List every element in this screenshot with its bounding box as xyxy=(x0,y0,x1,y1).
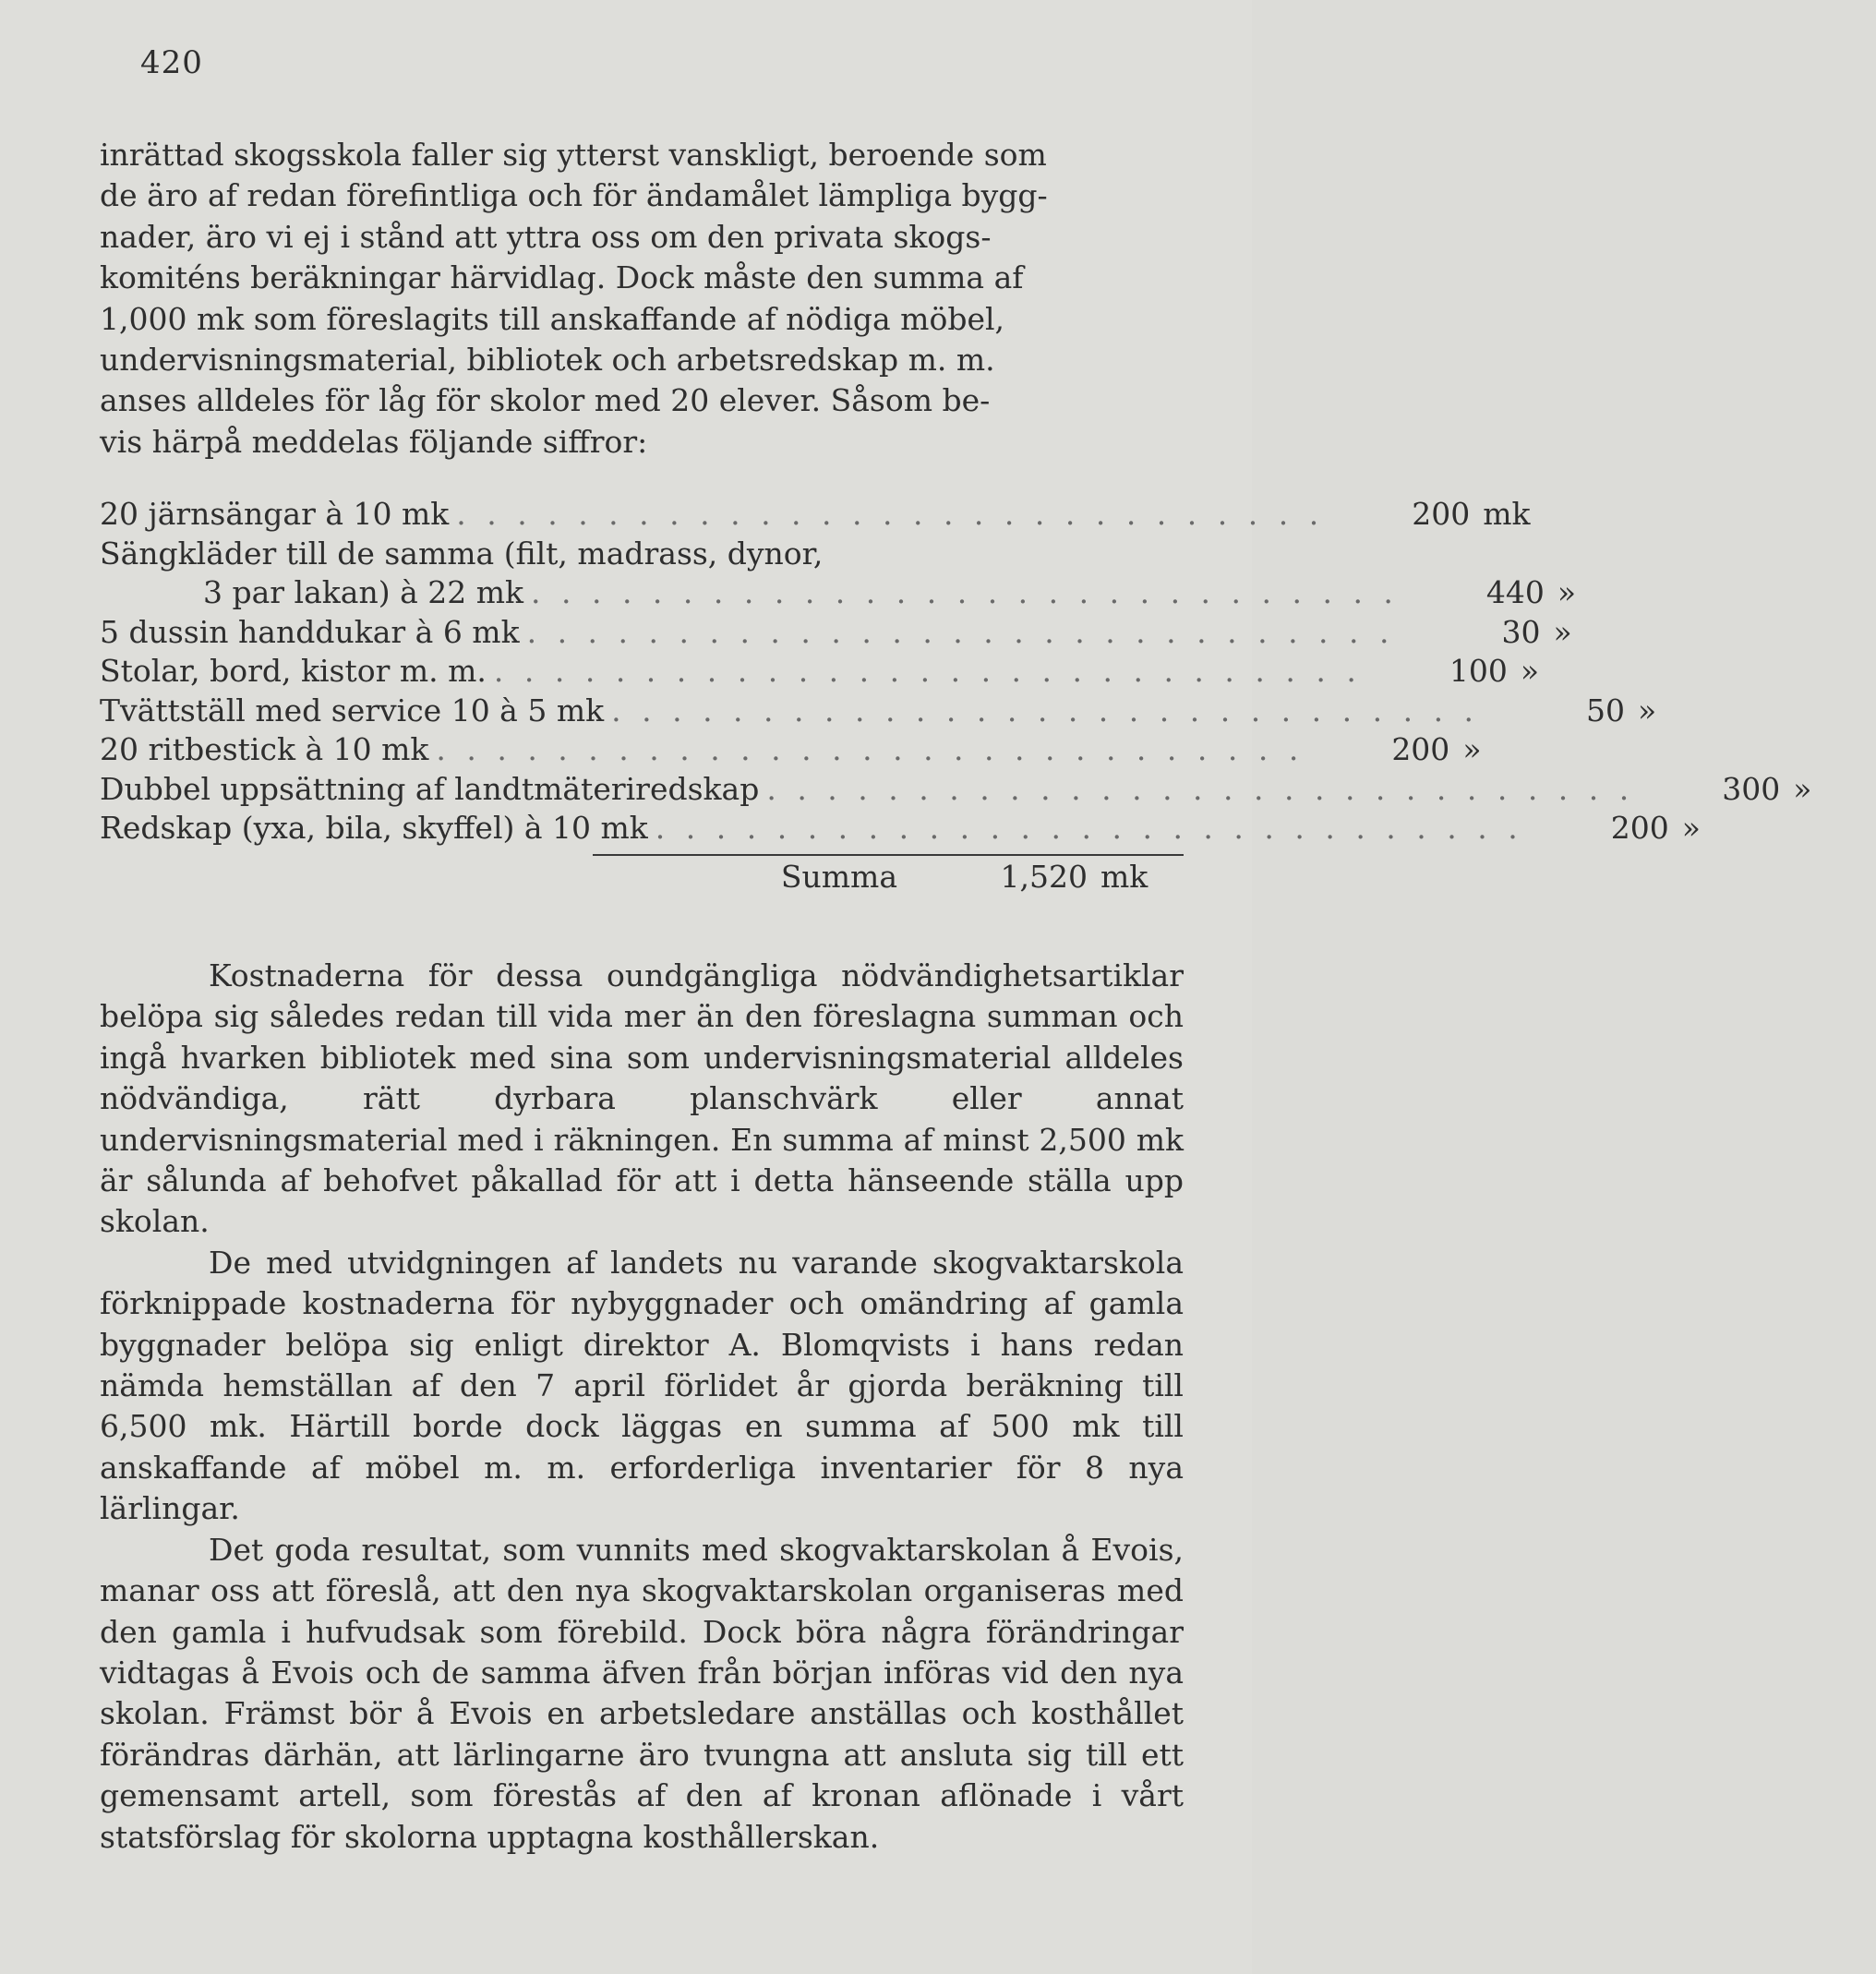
cost-amount: 200 xyxy=(1412,496,1471,532)
intro-line: komiténs beräkningar härvidlag. Dock måste den summa af xyxy=(100,259,1024,296)
cost-amount: 300 xyxy=(1722,770,1781,807)
cost-unit: » xyxy=(1681,810,1701,846)
cost-row xyxy=(100,770,1812,810)
paragraph: De med utvidgningen af landets nu varande skogvaktarskola förknippade kostnaderna för nybyggnader och omändring af gamla byggnader belöpa sig enligt direktor A. Blomqvists i hans redan nämda hemställan af den 7 april förlidet år gjorda beräkning till 6,500 mk. Härtill borde dock läggas en summa af 500 mk till anskaffande af möbel m. m. erforderliga inventarier för 8 nya lärlingar. xyxy=(100,1244,1184,1527)
paragraph: Kostnaderna för dessa oundgängliga nödvändighetsartiklar belöpa sig således redan till vida mer än den föreslagna summan och ingå hvarken bibliotek med sina som undervisningsmaterial alldeles nödvändiga, rätt dyrbara planschvärk eller annat undervisningsmaterial med i räkningen. En summa af minst 2,500 mk är sålunda af behofvet påkallad för att i detta hänseende ställa upp skolan. xyxy=(100,957,1184,1240)
dot-leader: . . . . . . . . . . . . . . . . . . . . . . . . . . . . . xyxy=(611,692,1480,728)
cost-table xyxy=(100,495,1812,897)
cost-unit: » xyxy=(1638,692,1657,728)
dot-leader: . . . . . . . . . . . . . . . . . . . . . . . . . . . . . xyxy=(531,574,1399,610)
cost-unit: » xyxy=(1557,574,1577,610)
paragraph: Det goda resultat, som vunnits med skogvaktarskolan å Evois, manar oss att föreslå, att den nya skogvaktarskolan organiseras med den gamla i hufvudsak som förebild. Dock böra några förändringar vidtagas å Evois och de samma äfven från början införas vid den nya skolan. Främst bör å Evois en arbetsledare anställas och kosthållet förändras därhän, att lärlingarne äro tvungna att ansluta sig till ett gemensamt artell, som förestås af den af kronan aflönade i vårt statsförslag för skolorna upptagna kosthållerskan. xyxy=(100,1531,1184,1855)
cost-amount: 30 xyxy=(1501,613,1541,650)
intro-line: vis härpå meddelas följande siffror: xyxy=(100,423,648,460)
total-row xyxy=(100,858,1184,897)
sum-rule xyxy=(593,854,1184,856)
intro-line: undervisningsmaterial, bibliotek och arbetsredskap m. m. xyxy=(100,342,995,379)
total-amount: 1,520 xyxy=(1000,858,1088,895)
total-unit: mk xyxy=(1100,858,1148,895)
dot-leader: . . . . . . . . . . . . . . . . . . . . . . . . . . . . . xyxy=(456,496,1325,532)
cost-amount: 50 xyxy=(1586,692,1626,728)
cost-desc: Redskap (yxa, bila, skyffel) à 10 mk xyxy=(100,810,648,846)
cost-amount: 200 xyxy=(1610,810,1669,846)
cost-row xyxy=(100,652,1540,692)
intro-line: anses alldeles för låg för skolor med 20 elever. Såsom be- xyxy=(100,382,991,419)
intro-line: inrättad skogsskola faller sig ytterst vanskligt, beroende som xyxy=(100,137,1047,173)
cost-row xyxy=(100,809,1701,849)
cost-amount: 100 xyxy=(1449,653,1508,689)
cost-row xyxy=(100,730,1482,770)
cost-row xyxy=(100,535,1184,574)
cost-desc: Stolar, bord, kistor m. m. xyxy=(100,653,487,689)
cost-row xyxy=(100,692,1657,731)
cost-amount: 440 xyxy=(1485,574,1545,610)
cost-unit: mk xyxy=(1483,496,1531,532)
total-label: Summa xyxy=(780,858,897,895)
cost-desc: Sängkläder till de samma (filt, madrass, dynor, xyxy=(100,535,824,572)
intro-line: 1,000 mk som föreslagits till anskaffande af nödiga möbel, xyxy=(100,300,1005,337)
cost-amount: 200 xyxy=(1391,731,1450,767)
cost-row xyxy=(100,573,1577,613)
dot-leader: . . . . . . . . . . . . . . . . . . . . . . . . . . . . . xyxy=(436,731,1305,767)
cost-row xyxy=(100,613,1572,653)
intro-line: de äro af redan förefintliga och för ändamålet lämpliga bygg- xyxy=(100,177,1048,214)
body-text xyxy=(100,956,1184,1858)
cost-unit: » xyxy=(1462,731,1482,767)
cost-desc: 20 ritbestick à 10 mk xyxy=(100,731,429,767)
cost-unit: » xyxy=(1520,653,1540,689)
cost-desc: Dubbel uppsättning af landtmäteriredskap xyxy=(100,770,760,807)
dot-leader: . . . . . . . . . . . . . . . . . . . . . . . . . . . . . xyxy=(766,770,1635,807)
cost-desc: Tvättställ med service 10 à 5 mk xyxy=(100,692,605,728)
dot-leader: . . . . . . . . . . . . . . . . . . . . . . . . . . . . . xyxy=(493,653,1362,689)
cost-desc: 5 dussin handdukar à 6 mk xyxy=(100,613,520,650)
cost-desc: 3 par lakan) à 22 mk xyxy=(203,574,523,610)
cost-row xyxy=(100,495,1531,535)
cost-unit: » xyxy=(1553,613,1572,650)
cost-desc: 20 järnsängar à 10 mk xyxy=(100,496,450,532)
page-number: 420 xyxy=(140,44,203,81)
cost-unit: » xyxy=(1793,770,1812,807)
dot-leader: . . . . . . . . . . . . . . . . . . . . . . . . . . . . . xyxy=(655,810,1523,846)
intro-line: nader, äro vi ej i stånd att yttra oss om den privata skogs- xyxy=(100,218,992,255)
intro-paragraph xyxy=(100,135,1184,463)
dot-leader: . . . . . . . . . . . . . . . . . . . . . . . . . . . . . xyxy=(526,613,1395,650)
